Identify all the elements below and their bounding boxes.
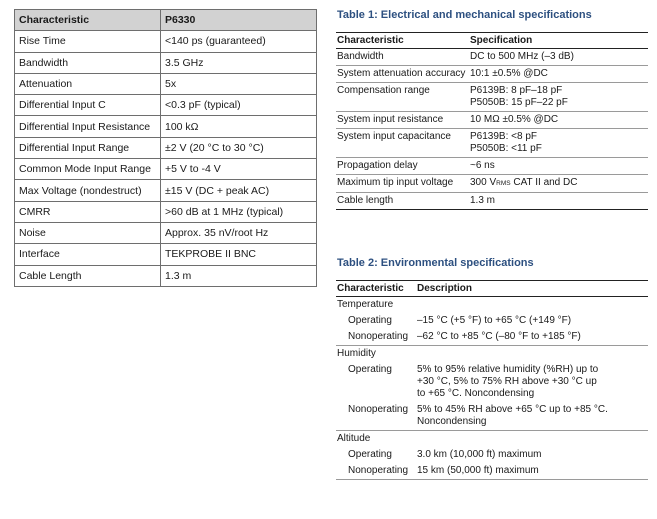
description-line: –62 °C to +85 °C (–80 °F to +185 °F) [417,331,581,342]
p6330-table-body [15,31,317,287]
characteristic-cell: Rise Time [15,31,161,52]
value-cell: <0.3 pF (typical) [161,95,317,116]
table-row [15,73,317,94]
specification-cell [469,49,648,66]
description-cell [416,447,648,463]
condition-cell: Nonoperating [336,329,416,346]
value-cell: 100 kΩ [161,116,317,137]
description-line: 3.0 km (10,000 ft) maximum [417,449,542,460]
table-row [15,180,317,201]
environmental-spec-table [336,280,648,480]
characteristic-cell: Bandwidth [15,52,161,73]
value-cell: 3.5 GHz [161,52,317,73]
electrical-spec-table [336,32,648,210]
characteristic-cell: Cable Length [15,265,161,286]
characteristic-cell: Cable length [336,193,469,210]
description-line: 5% to 95% relative humidity (%RH) up to [417,364,599,375]
characteristic-cell: Attenuation [15,73,161,94]
characteristic-cell: Compensation range [336,83,469,112]
table-row [336,83,648,112]
description-line: –15 °C (+5 °F) to +65 °C (+149 °F) [417,315,572,326]
description-cell [416,313,648,329]
spec-line [470,131,646,143]
group-label: Temperature [337,299,394,310]
spec-text: 10 MΩ ±0.5% @DC [470,114,559,125]
spec-text: ~6 ns [470,160,495,171]
specification-cell [469,193,648,210]
value-cell: TEKPROBE II BNC [161,244,317,265]
group-row [336,346,648,363]
description-cell [416,463,648,480]
table1-caption: Table 1: Electrical and mechanical specifications [337,9,592,21]
table-row [336,313,648,329]
spec-text: 1.3 m [470,195,496,206]
description-cell [416,402,648,431]
electrical-table-body [336,49,648,210]
spec-line [470,114,646,126]
table-row [15,31,317,52]
group-label: Altitude [337,433,371,444]
table-row [336,447,648,463]
p6330-spec-table [14,9,317,287]
characteristic-cell: System input resistance [336,112,469,129]
table-row [336,362,648,402]
spec-tail: CAT II and DC [510,177,578,188]
header-characteristic: Characteristic [336,281,416,297]
specification-cell [469,83,648,112]
value-cell: <140 ps (guaranteed) [161,31,317,52]
spec-text: P6139B: <8 pF [470,131,537,142]
description-line: +30 °C, 5% to 75% RH above +30 °C up [417,376,597,387]
characteristic-cell: Common Mode Input Range [15,159,161,180]
specification-cell [469,66,648,83]
group-row [336,297,648,314]
value-cell: +5 V to -4 V [161,159,317,180]
description-line: to +65 °C. Noncondensing [417,388,535,399]
spec-line [470,195,646,207]
characteristic-cell: Propagation delay [336,158,469,175]
environmental-table-body [336,297,648,480]
description-cell [416,362,648,402]
rms-subscript: RMS [496,180,511,187]
table-row [15,201,317,222]
table2-caption: Table 2: Environmental specifications [337,257,534,269]
table-row [15,265,317,286]
characteristic-cell: Interface [15,244,161,265]
table-row [336,193,648,210]
group-row [336,431,648,448]
table-row [15,244,317,265]
spec-line [470,51,646,63]
table-row [15,116,317,137]
table-header-row [336,281,648,297]
spec-line [470,160,646,172]
table-row [336,463,648,480]
specification-cell [469,158,648,175]
table-row [336,402,648,431]
header-characteristic: Characteristic [15,10,161,31]
table-row [336,49,648,66]
table-row [336,175,648,193]
characteristic-cell: Maximum tip input voltage [336,175,469,193]
value-cell: ±15 V (DC + peak AC) [161,180,317,201]
table-row [336,129,648,158]
table-header-row [336,33,648,49]
header-specification: Specification [469,33,648,49]
condition-cell: Operating [348,449,392,460]
description-cell [416,329,648,346]
characteristic-cell: Noise [15,222,161,243]
characteristic-cell: Differential Input C [15,95,161,116]
value-cell: >60 dB at 1 MHz (typical) [161,201,317,222]
description-line: 15 km (50,000 ft) maximum [417,465,539,476]
description-line: 5% to 45% RH above +65 °C up to +85 °C. [417,404,608,415]
condition-cell: Operating [348,315,392,326]
spec-text: DC to 500 MHz (–3 dB) [470,51,574,62]
table-row [336,66,648,83]
table-row [15,222,317,243]
table-row [336,112,648,129]
specification-cell [469,175,648,193]
header-p6330: P6330 [161,10,317,31]
spec-line [470,143,646,155]
condition-cell: Operating [348,364,392,375]
condition-cell: Nonoperating [336,402,416,431]
specification-cell [469,129,648,158]
characteristic-cell: Bandwidth [336,49,469,66]
table-row [15,95,317,116]
spec-line [470,68,646,80]
characteristic-cell: Differential Input Range [15,137,161,158]
characteristic-cell: CMRR [15,201,161,222]
characteristic-cell: Differential Input Resistance [15,116,161,137]
spec-text: 300 V [470,177,497,188]
value-cell: Approx. 35 nV/root Hz [161,222,317,243]
spec-line [470,97,646,109]
value-cell: 5x [161,73,317,94]
group-label: Humidity [337,348,376,359]
characteristic-cell: Max Voltage (nondestruct) [15,180,161,201]
header-characteristic: Characteristic [336,33,469,49]
spec-text: P6139B: 8 pF–18 pF [470,85,563,96]
characteristic-cell: System attenuation accuracy [336,66,469,83]
header-description: Description [416,281,648,297]
value-cell: 1.3 m [161,265,317,286]
value-cell: ±2 V (20 °C to 30 °C) [161,137,317,158]
condition-cell: Nonoperating [336,463,416,480]
table-row [336,158,648,175]
characteristic-cell: System input capacitance [336,129,469,158]
spec-text: P5050B: <11 pF [470,143,542,154]
table-row [15,159,317,180]
spec-line [470,177,646,190]
spec-line [470,85,646,97]
spec-text: P5050B: 15 pF–22 pF [470,97,568,108]
table-row [336,329,648,346]
table-row [15,52,317,73]
table-header-row [15,10,317,31]
description-line: Noncondensing [417,416,487,427]
specification-cell [469,112,648,129]
spec-text: 10:1 ±0.5% @DC [470,68,548,79]
table-row [15,137,317,158]
